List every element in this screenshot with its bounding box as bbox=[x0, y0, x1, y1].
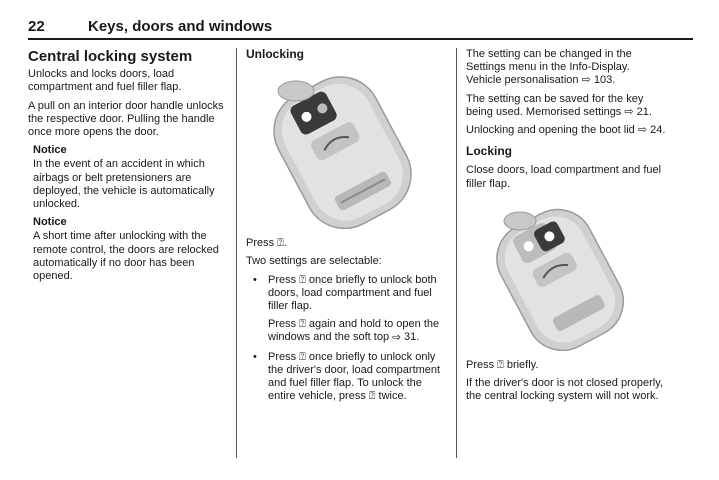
paragraph: The setting can be changed in the Settings menu in the Info-Display. Vehicle personalisation ⇨ 103. bbox=[466, 48, 632, 87]
list-item-text: Press ⍰ once briefly to unlock only the driver's door, load compartment and fuel filler flap. To unlock the entire vehicle, press ⍰ twice. bbox=[268, 350, 441, 403]
paragraph: Unlocks and locks doors, load compartment and fuel filler flap. bbox=[28, 68, 182, 94]
page-number: 22 bbox=[28, 18, 45, 35]
subsection-heading: Unlocking bbox=[246, 47, 305, 61]
page-header bbox=[28, 18, 693, 38]
column-divider bbox=[456, 48, 457, 458]
remote-key-unlock-illustration bbox=[256, 69, 431, 229]
notice-block bbox=[33, 144, 228, 283]
bullet-symbol: • bbox=[253, 273, 257, 286]
paragraph: If the driver's door is not closed properly, the central locking system will not work. bbox=[466, 377, 663, 403]
notice-title: Notice bbox=[33, 144, 67, 157]
section-heading: Central locking system bbox=[28, 48, 193, 65]
paragraph: The setting can be saved for the key being used. Memorised settings ⇨ 21. bbox=[466, 92, 652, 118]
list-item bbox=[246, 274, 446, 345]
list-item bbox=[246, 351, 446, 404]
column-1 bbox=[28, 48, 228, 288]
paragraph: Press ⍰. bbox=[246, 237, 287, 250]
paragraph: Close doors, load compartment and fuel filler flap. bbox=[466, 164, 662, 190]
column-3 bbox=[466, 48, 666, 408]
list-item-text: Press ⍰ again and hold to open the windows and the soft top ⇨ 31. bbox=[268, 318, 440, 344]
notice-text: In the event of an accident in which airbags or belt pretensioners are deployed, the vehicle is automatically unlocked. bbox=[33, 158, 215, 211]
header-rule bbox=[28, 38, 693, 40]
settings-list bbox=[246, 274, 446, 404]
paragraph: A pull on an interior door handle unlocks the respective door. Pulling the handle once more opens the door. bbox=[28, 99, 224, 139]
notice-text: A short time after unlocking with the remote control, the doors are relocked automatically if no door has been opened. bbox=[33, 230, 219, 283]
paragraph: Unlocking and opening the boot lid ⇨ 24. bbox=[466, 124, 666, 137]
notice-title: Notice bbox=[33, 216, 67, 229]
paragraph: Press ⍰ briefly. bbox=[466, 358, 539, 371]
column-2 bbox=[246, 48, 446, 409]
list-item-text: Press ⍰ once briefly to unlock both doors, load compartment and fuel filler flap. bbox=[268, 273, 437, 313]
remote-key-lock-illustration bbox=[488, 201, 638, 351]
chapter-title: Keys, doors and windows bbox=[88, 18, 273, 35]
column-divider bbox=[236, 48, 237, 458]
paragraph: Two settings are selectable: bbox=[246, 255, 382, 268]
bullet-symbol: • bbox=[253, 350, 257, 363]
subsection-heading: Locking bbox=[466, 144, 513, 159]
